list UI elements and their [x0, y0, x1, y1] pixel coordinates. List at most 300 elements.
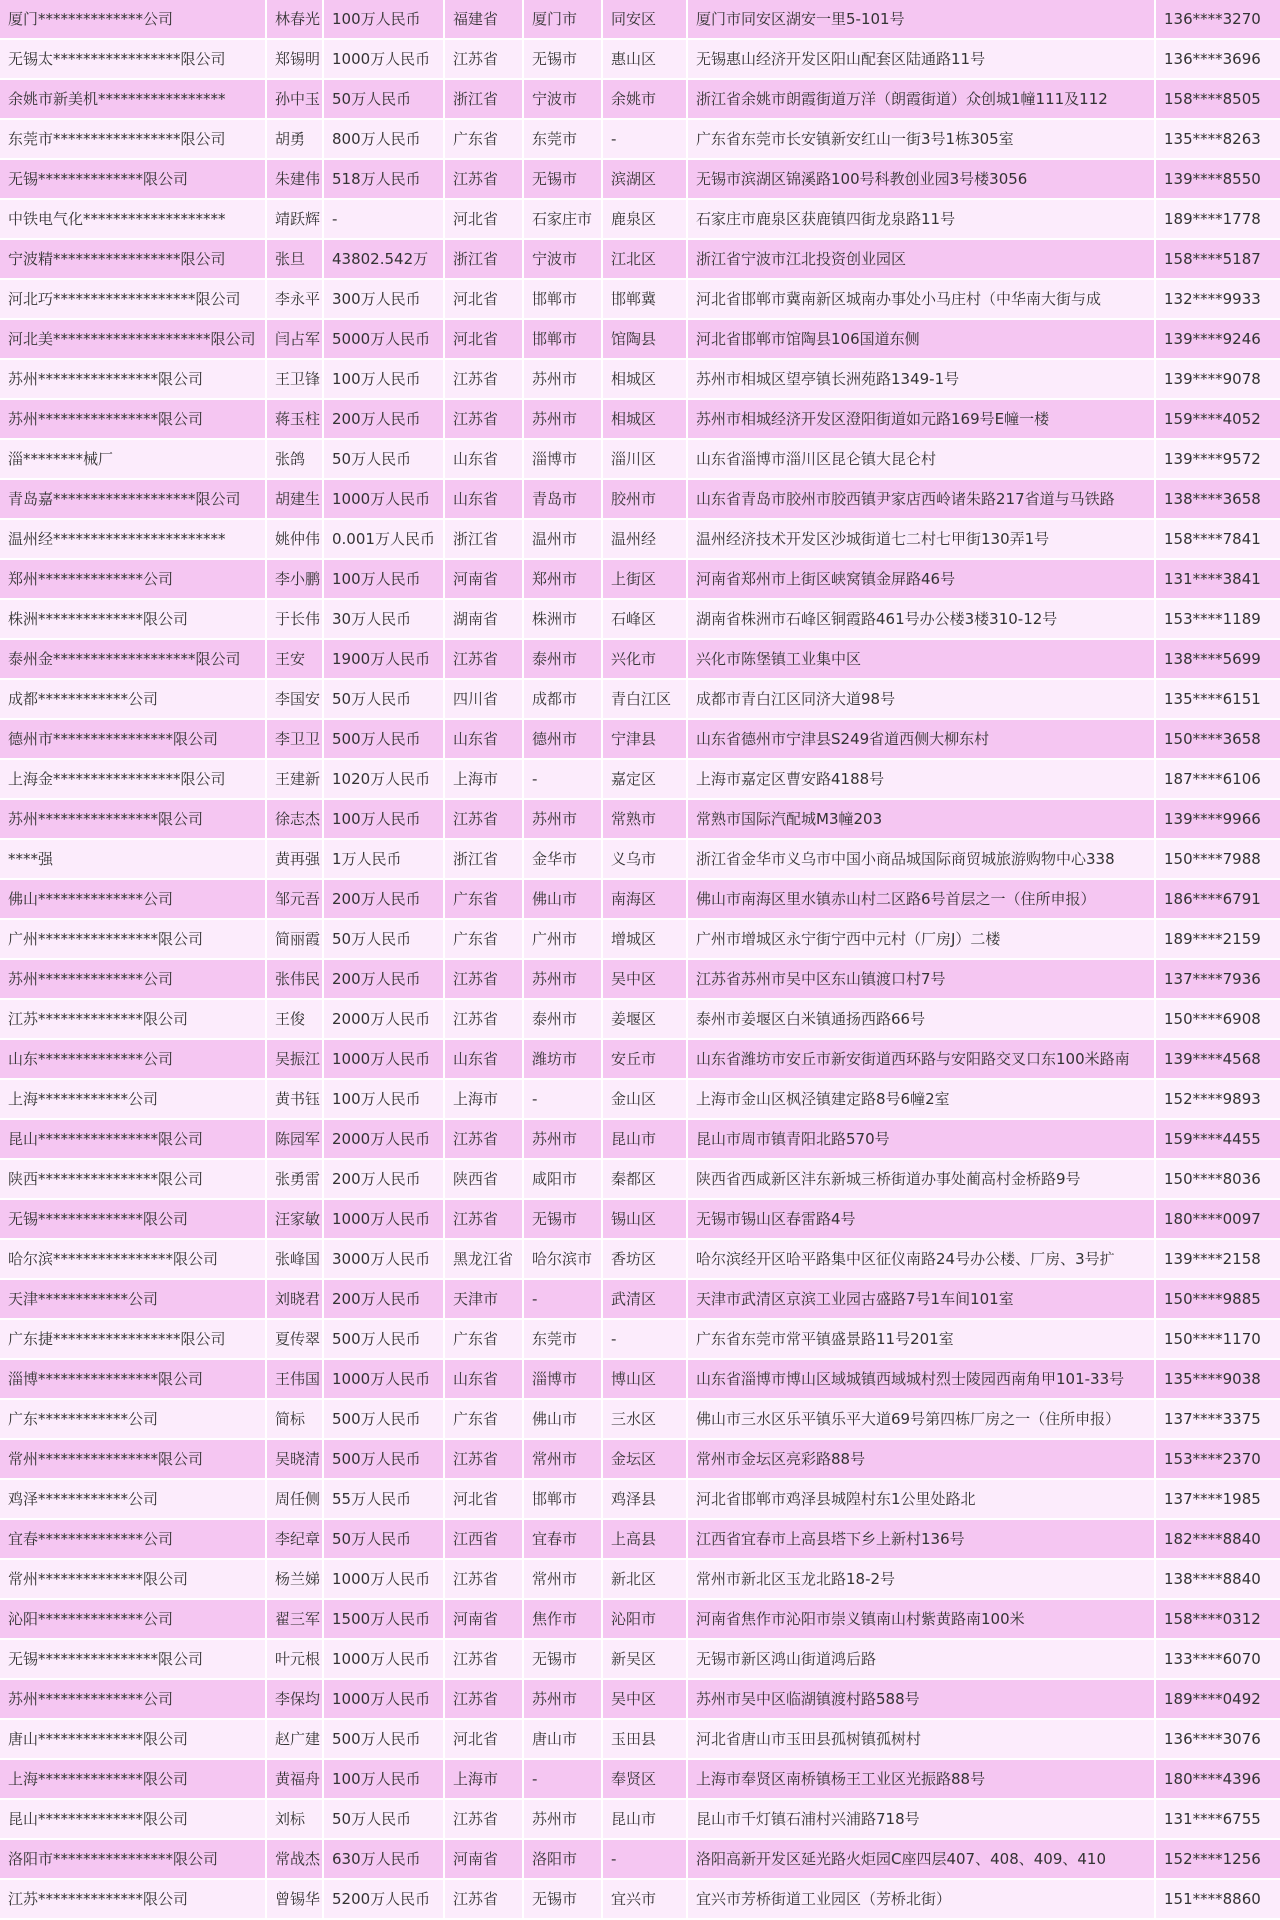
legal-representative-cell: 刘标 — [267, 1800, 324, 1840]
company-name-cell: 青岛嘉*******************限公司 — [0, 480, 267, 520]
registered-capital-cell: 1000万人民币 — [324, 1360, 445, 1400]
city-cell: 无锡市 — [524, 1880, 603, 1920]
table-row — [0, 1200, 1280, 1240]
legal-representative-cell: 王俊 — [267, 1000, 324, 1040]
city-cell: 潍坊市 — [524, 1040, 603, 1080]
address-cell: 湖南省株洲市石峰区铜霞路461号办公楼3楼310-12号 — [688, 600, 1156, 640]
table-row — [0, 1000, 1280, 1040]
registered-capital-cell: 1000万人民币 — [324, 1200, 445, 1240]
province-cell: 陕西省 — [445, 1160, 524, 1200]
company-name-cell: 东莞市*****************限公司 — [0, 120, 267, 160]
district-cell: 南海区 — [603, 880, 688, 920]
province-cell: 上海市 — [445, 760, 524, 800]
address-cell: 广东省东莞市长安镇新安红山一街3号1栋305室 — [688, 120, 1156, 160]
table-row — [0, 0, 1280, 40]
legal-representative-cell: 李国安 — [267, 680, 324, 720]
phone-cell: 159****4455 — [1156, 1120, 1280, 1160]
province-cell: 广东省 — [445, 1400, 524, 1440]
phone-cell: 133****6070 — [1156, 1640, 1280, 1680]
legal-representative-cell: 李小鹏 — [267, 560, 324, 600]
legal-representative-cell: 赵广建 — [267, 1720, 324, 1760]
registered-capital-cell: 200万人民币 — [324, 880, 445, 920]
table-row — [0, 1760, 1280, 1800]
registered-capital-cell: 500万人民币 — [324, 1320, 445, 1360]
city-cell: 苏州市 — [524, 400, 603, 440]
company-name-cell: 宁波精*****************限公司 — [0, 240, 267, 280]
table-row — [0, 840, 1280, 880]
city-cell: 苏州市 — [524, 800, 603, 840]
district-cell: 淄川区 — [603, 440, 688, 480]
registered-capital-cell: 50万人民币 — [324, 920, 445, 960]
legal-representative-cell: 王安 — [267, 640, 324, 680]
address-cell: 佛山市南海区里水镇赤山村二区路6号首层之一（住所申报） — [688, 880, 1156, 920]
province-cell: 广东省 — [445, 880, 524, 920]
phone-cell: 136****3076 — [1156, 1720, 1280, 1760]
table-row — [0, 400, 1280, 440]
city-cell: 德州市 — [524, 720, 603, 760]
district-cell: 上街区 — [603, 560, 688, 600]
table-row — [0, 640, 1280, 680]
company-name-cell: 苏州****************限公司 — [0, 360, 267, 400]
address-cell: 山东省潍坊市安丘市新安街道西环路与安阳路交叉口东100米路南 — [688, 1040, 1156, 1080]
address-cell: 昆山市周市镇青阳北路570号 — [688, 1120, 1156, 1160]
province-cell: 江苏省 — [445, 1120, 524, 1160]
phone-cell: 151****8860 — [1156, 1880, 1280, 1920]
table-row — [0, 1320, 1280, 1360]
legal-representative-cell: 王建新 — [267, 760, 324, 800]
province-cell: 江苏省 — [445, 1680, 524, 1720]
registered-capital-cell: 1000万人民币 — [324, 1640, 445, 1680]
province-cell: 浙江省 — [445, 80, 524, 120]
city-cell: 苏州市 — [524, 1680, 603, 1720]
province-cell: 江苏省 — [445, 1000, 524, 1040]
district-cell: 江北区 — [603, 240, 688, 280]
address-cell: 山东省青岛市胶州市胶西镇尹家店西岭诸朱路217省道与马铁路 — [688, 480, 1156, 520]
district-cell: 鹿泉区 — [603, 200, 688, 240]
province-cell: 江苏省 — [445, 1880, 524, 1920]
city-cell: 苏州市 — [524, 1120, 603, 1160]
district-cell: 吴中区 — [603, 1680, 688, 1720]
phone-cell: 158****5187 — [1156, 240, 1280, 280]
legal-representative-cell: 李卫卫 — [267, 720, 324, 760]
phone-cell: 150****6908 — [1156, 1000, 1280, 1040]
province-cell: 河北省 — [445, 1720, 524, 1760]
district-cell: 相城区 — [603, 400, 688, 440]
phone-cell: 187****6106 — [1156, 760, 1280, 800]
address-cell: 浙江省余姚市朗霞街道万洋（朗霞街道）众创城1幢111及112 — [688, 80, 1156, 120]
company-name-cell: 河北巧*******************限公司 — [0, 280, 267, 320]
table-row — [0, 1440, 1280, 1480]
table-row — [0, 1240, 1280, 1280]
company-name-cell: 淄博****************限公司 — [0, 1360, 267, 1400]
legal-representative-cell: 徐志杰 — [267, 800, 324, 840]
address-cell: 河南省焦作市沁阳市崇义镇南山村紫黄路南100米 — [688, 1600, 1156, 1640]
registered-capital-cell: 50万人民币 — [324, 440, 445, 480]
city-cell: 石家庄市 — [524, 200, 603, 240]
company-name-cell: 株洲**************限公司 — [0, 600, 267, 640]
table-row — [0, 40, 1280, 80]
city-cell: - — [524, 760, 603, 800]
company-name-cell: 厦门**************公司 — [0, 0, 267, 40]
legal-representative-cell: 简标 — [267, 1400, 324, 1440]
address-cell: 厦门市同安区湖安一里5-101号 — [688, 0, 1156, 40]
company-name-cell: 唐山**************限公司 — [0, 1720, 267, 1760]
company-name-cell: 鸡泽************公司 — [0, 1480, 267, 1520]
city-cell: 佛山市 — [524, 880, 603, 920]
registered-capital-cell: 50万人民币 — [324, 680, 445, 720]
legal-representative-cell: 张鸽 — [267, 440, 324, 480]
registered-capital-cell: 1020万人民币 — [324, 760, 445, 800]
city-cell: - — [524, 1280, 603, 1320]
district-cell: 鸡泽县 — [603, 1480, 688, 1520]
legal-representative-cell: 于长伟 — [267, 600, 324, 640]
registered-capital-cell: 300万人民币 — [324, 280, 445, 320]
phone-cell: 139****9572 — [1156, 440, 1280, 480]
table-row — [0, 560, 1280, 600]
address-cell: 常熟市国际汽配城M3幢203 — [688, 800, 1156, 840]
legal-representative-cell: 姚仲伟 — [267, 520, 324, 560]
phone-cell: 150****3658 — [1156, 720, 1280, 760]
address-cell: 江苏省苏州市吴中区东山镇渡口村7号 — [688, 960, 1156, 1000]
phone-cell: 180****4396 — [1156, 1760, 1280, 1800]
district-cell: 秦都区 — [603, 1160, 688, 1200]
district-cell: 香坊区 — [603, 1240, 688, 1280]
phone-cell: 158****8505 — [1156, 80, 1280, 120]
phone-cell: 150****1170 — [1156, 1320, 1280, 1360]
legal-representative-cell: 张伟民 — [267, 960, 324, 1000]
phone-cell: 138****5699 — [1156, 640, 1280, 680]
province-cell: 浙江省 — [445, 840, 524, 880]
city-cell: 成都市 — [524, 680, 603, 720]
phone-cell: 131****6755 — [1156, 1800, 1280, 1840]
province-cell: 河北省 — [445, 1480, 524, 1520]
district-cell: 上高县 — [603, 1520, 688, 1560]
company-name-cell: 无锡****************限公司 — [0, 1640, 267, 1680]
city-cell: - — [524, 1080, 603, 1120]
address-cell: 苏州市吴中区临湖镇渡村路588号 — [688, 1680, 1156, 1720]
address-cell: 常州市新北区玉龙北路18-2号 — [688, 1560, 1156, 1600]
city-cell: 焦作市 — [524, 1600, 603, 1640]
city-cell: 邯郸市 — [524, 280, 603, 320]
district-cell: 金山区 — [603, 1080, 688, 1120]
legal-representative-cell: 吴振江 — [267, 1040, 324, 1080]
address-cell: 山东省淄博市博山区域城镇西域城村烈士陵园西南角甲101-33号 — [688, 1360, 1156, 1400]
district-cell: 安丘市 — [603, 1040, 688, 1080]
legal-representative-cell: 朱建伟 — [267, 160, 324, 200]
address-cell: 佛山市三水区乐平镇乐平大道69号第四栋厂房之一（住所申报） — [688, 1400, 1156, 1440]
registered-capital-cell: 200万人民币 — [324, 960, 445, 1000]
company-name-cell: 山东**************公司 — [0, 1040, 267, 1080]
district-cell: 锡山区 — [603, 1200, 688, 1240]
district-cell: 常熟市 — [603, 800, 688, 840]
company-name-cell: 昆山****************限公司 — [0, 1120, 267, 1160]
district-cell: 金坛区 — [603, 1440, 688, 1480]
table-row — [0, 1360, 1280, 1400]
legal-representative-cell: 刘晓君 — [267, 1280, 324, 1320]
table-row — [0, 1040, 1280, 1080]
district-cell: 博山区 — [603, 1360, 688, 1400]
district-cell: 兴化市 — [603, 640, 688, 680]
address-cell: 河南省郑州市上街区峡窝镇金屏路46号 — [688, 560, 1156, 600]
registered-capital-cell: 100万人民币 — [324, 1080, 445, 1120]
registered-capital-cell: 43802.542万 — [324, 240, 445, 280]
table-row — [0, 1120, 1280, 1160]
legal-representative-cell: 杨兰娣 — [267, 1560, 324, 1600]
province-cell: 江苏省 — [445, 40, 524, 80]
phone-cell: 150****7988 — [1156, 840, 1280, 880]
district-cell: 馆陶县 — [603, 320, 688, 360]
phone-cell: 135****6151 — [1156, 680, 1280, 720]
province-cell: 浙江省 — [445, 240, 524, 280]
registered-capital-cell: 200万人民币 — [324, 1280, 445, 1320]
province-cell: 江苏省 — [445, 1440, 524, 1480]
company-name-cell: 洛阳市****************限公司 — [0, 1840, 267, 1880]
company-name-cell: 无锡**************限公司 — [0, 160, 267, 200]
legal-representative-cell: 翟三军 — [267, 1600, 324, 1640]
phone-cell: 158****0312 — [1156, 1600, 1280, 1640]
legal-representative-cell: 夏传翠 — [267, 1320, 324, 1360]
legal-representative-cell: 张旦 — [267, 240, 324, 280]
phone-cell: 137****3375 — [1156, 1400, 1280, 1440]
city-cell: 广州市 — [524, 920, 603, 960]
province-cell: 湖南省 — [445, 600, 524, 640]
phone-cell: 186****6791 — [1156, 880, 1280, 920]
province-cell: 江苏省 — [445, 960, 524, 1000]
phone-cell: 150****9885 — [1156, 1280, 1280, 1320]
address-cell: 浙江省金华市义乌市中国小商品城国际商贸城旅游购物中心338 — [688, 840, 1156, 880]
district-cell: 姜堰区 — [603, 1000, 688, 1040]
province-cell: 江苏省 — [445, 160, 524, 200]
phone-cell: 139****9246 — [1156, 320, 1280, 360]
legal-representative-cell: 黄福舟 — [267, 1760, 324, 1800]
table-row — [0, 800, 1280, 840]
phone-cell: 180****0097 — [1156, 1200, 1280, 1240]
address-cell: 浙江省宁波市江北投资创业园区 — [688, 240, 1156, 280]
registered-capital-cell: 30万人民币 — [324, 600, 445, 640]
registered-capital-cell: 50万人民币 — [324, 80, 445, 120]
city-cell: 株洲市 — [524, 600, 603, 640]
registered-capital-cell: 100万人民币 — [324, 800, 445, 840]
city-cell: 东莞市 — [524, 120, 603, 160]
registered-capital-cell: 200万人民币 — [324, 400, 445, 440]
city-cell: 宁波市 — [524, 240, 603, 280]
registered-capital-cell: 1000万人民币 — [324, 1680, 445, 1720]
phone-cell: 138****3658 — [1156, 480, 1280, 520]
phone-cell: 137****7936 — [1156, 960, 1280, 1000]
company-name-cell: 上海************公司 — [0, 1080, 267, 1120]
table-row — [0, 880, 1280, 920]
province-cell: 江苏省 — [445, 1560, 524, 1600]
table-row — [0, 80, 1280, 120]
district-cell: 惠山区 — [603, 40, 688, 80]
district-cell: 新吴区 — [603, 1640, 688, 1680]
registered-capital-cell: 1500万人民币 — [324, 1600, 445, 1640]
city-cell: 苏州市 — [524, 960, 603, 1000]
phone-cell: 139****2158 — [1156, 1240, 1280, 1280]
company-name-cell: 沁阳**************公司 — [0, 1600, 267, 1640]
address-cell: 苏州市相城区望亭镇长洲苑路1349-1号 — [688, 360, 1156, 400]
registered-capital-cell: 200万人民币 — [324, 1160, 445, 1200]
table-row — [0, 680, 1280, 720]
district-cell: 宜兴市 — [603, 1880, 688, 1920]
city-cell: 邯郸市 — [524, 1480, 603, 1520]
city-cell: 泰州市 — [524, 1000, 603, 1040]
address-cell: 温州经济技术开发区沙城街道七二村七甲街130弄1号 — [688, 520, 1156, 560]
company-name-cell: 中铁电气化******************* — [0, 200, 267, 240]
legal-representative-cell: 常战杰 — [267, 1840, 324, 1880]
address-cell: 常州市金坛区亮彩路88号 — [688, 1440, 1156, 1480]
city-cell: - — [524, 1760, 603, 1800]
province-cell: 江苏省 — [445, 640, 524, 680]
phone-cell: 135****9038 — [1156, 1360, 1280, 1400]
legal-representative-cell: 李保均 — [267, 1680, 324, 1720]
registered-capital-cell: 3000万人民币 — [324, 1240, 445, 1280]
address-cell: 洛阳高新开发区延光路火炬园C座四层407、408、409、410 — [688, 1840, 1156, 1880]
company-name-cell: 河北美*********************限公司 — [0, 320, 267, 360]
table-row — [0, 360, 1280, 400]
district-cell: 增城区 — [603, 920, 688, 960]
address-cell: 陕西省西咸新区沣东新城三桥街道办事处蔺高村金桥路9号 — [688, 1160, 1156, 1200]
company-name-cell: 苏州**************公司 — [0, 1680, 267, 1720]
table-row — [0, 1280, 1280, 1320]
legal-representative-cell: 邹元吾 — [267, 880, 324, 920]
address-cell: 无锡惠山经济开发区阳山配套区陆通路11号 — [688, 40, 1156, 80]
table-row — [0, 280, 1280, 320]
province-cell: 四川省 — [445, 680, 524, 720]
registered-capital-cell: 5000万人民币 — [324, 320, 445, 360]
city-cell: 无锡市 — [524, 1200, 603, 1240]
table-row — [0, 1520, 1280, 1560]
table-row — [0, 1560, 1280, 1600]
phone-cell: 182****8840 — [1156, 1520, 1280, 1560]
legal-representative-cell: 曾锡华 — [267, 1880, 324, 1920]
table-row — [0, 160, 1280, 200]
phone-cell: 137****1985 — [1156, 1480, 1280, 1520]
district-cell: 奉贤区 — [603, 1760, 688, 1800]
company-name-cell: 天津************公司 — [0, 1280, 267, 1320]
city-cell: 泰州市 — [524, 640, 603, 680]
registered-capital-cell: 630万人民币 — [324, 1840, 445, 1880]
district-cell: 滨湖区 — [603, 160, 688, 200]
legal-representative-cell: 叶元根 — [267, 1640, 324, 1680]
legal-representative-cell: 张勇雷 — [267, 1160, 324, 1200]
phone-cell: 136****3696 — [1156, 40, 1280, 80]
legal-representative-cell: 蒋玉柱 — [267, 400, 324, 440]
company-name-cell: 淄********械厂 — [0, 440, 267, 480]
legal-representative-cell: 李永平 — [267, 280, 324, 320]
city-cell: 金华市 — [524, 840, 603, 880]
registered-capital-cell: 2000万人民币 — [324, 1120, 445, 1160]
company-name-cell: 泰州金*******************限公司 — [0, 640, 267, 680]
city-cell: 无锡市 — [524, 40, 603, 80]
registered-capital-cell: 1000万人民币 — [324, 480, 445, 520]
district-cell: 沁阳市 — [603, 1600, 688, 1640]
address-cell: 苏州市相城经济开发区澄阳街道如元路169号E幢一楼 — [688, 400, 1156, 440]
table-row — [0, 760, 1280, 800]
city-cell: 宁波市 — [524, 80, 603, 120]
address-cell: 上海市金山区枫泾镇建定路8号6幢2室 — [688, 1080, 1156, 1120]
table-row — [0, 1080, 1280, 1120]
table-row — [0, 1480, 1280, 1520]
phone-cell: 131****3841 — [1156, 560, 1280, 600]
province-cell: 山东省 — [445, 1360, 524, 1400]
province-cell: 河北省 — [445, 200, 524, 240]
city-cell: 郑州市 — [524, 560, 603, 600]
table-row — [0, 200, 1280, 240]
city-cell: 无锡市 — [524, 160, 603, 200]
district-cell: 昆山市 — [603, 1800, 688, 1840]
phone-cell: 136****3270 — [1156, 0, 1280, 40]
district-cell: 玉田县 — [603, 1720, 688, 1760]
phone-cell: 139****9078 — [1156, 360, 1280, 400]
district-cell: 吴中区 — [603, 960, 688, 1000]
registered-capital-cell: 50万人民币 — [324, 1800, 445, 1840]
registered-capital-cell: 0.001万人民币 — [324, 520, 445, 560]
company-name-cell: 广东捷*****************限公司 — [0, 1320, 267, 1360]
legal-representative-cell: 周任侧 — [267, 1480, 324, 1520]
province-cell: 江苏省 — [445, 1640, 524, 1680]
phone-cell: 153****2370 — [1156, 1440, 1280, 1480]
address-cell: 江西省宜春市上高县塔下乡上新村136号 — [688, 1520, 1156, 1560]
legal-representative-cell: 黄再强 — [267, 840, 324, 880]
registered-capital-cell: 100万人民币 — [324, 560, 445, 600]
province-cell: 山东省 — [445, 1040, 524, 1080]
phone-cell: 159****4052 — [1156, 400, 1280, 440]
address-cell: 无锡市锡山区春雷路4号 — [688, 1200, 1156, 1240]
company-name-cell: 无锡太*****************限公司 — [0, 40, 267, 80]
city-cell: 哈尔滨市 — [524, 1240, 603, 1280]
company-name-cell: 苏州**************公司 — [0, 960, 267, 1000]
table-row — [0, 1680, 1280, 1720]
address-cell: 上海市奉贤区南桥镇杨王工业区光振路88号 — [688, 1760, 1156, 1800]
legal-representative-cell: 孙中玉 — [267, 80, 324, 120]
company-name-cell: 上海**************限公司 — [0, 1760, 267, 1800]
province-cell: 江苏省 — [445, 400, 524, 440]
province-cell: 黑龙江省 — [445, 1240, 524, 1280]
district-cell: 武清区 — [603, 1280, 688, 1320]
legal-representative-cell: 吴晓清 — [267, 1440, 324, 1480]
company-name-cell: 成都************公司 — [0, 680, 267, 720]
legal-representative-cell: 王伟国 — [267, 1360, 324, 1400]
registered-capital-cell: 1900万人民币 — [324, 640, 445, 680]
address-cell: 哈尔滨经开区哈平路集中区征仪南路24号办公楼、厂房、3号扩 — [688, 1240, 1156, 1280]
address-cell: 河北省邯郸市冀南新区城南办事处小马庄村（中华南大街与成 — [688, 280, 1156, 320]
district-cell: - — [603, 120, 688, 160]
province-cell: 广东省 — [445, 120, 524, 160]
table-row — [0, 480, 1280, 520]
phone-cell: 139****8550 — [1156, 160, 1280, 200]
city-cell: 厦门市 — [524, 0, 603, 40]
city-cell: 无锡市 — [524, 1640, 603, 1680]
registered-capital-cell: 1000万人民币 — [324, 40, 445, 80]
legal-representative-cell: 汪家敏 — [267, 1200, 324, 1240]
table-row — [0, 1800, 1280, 1840]
company-name-cell: 江苏**************限公司 — [0, 1880, 267, 1920]
legal-representative-cell: 陈园军 — [267, 1120, 324, 1160]
province-cell: 天津市 — [445, 1280, 524, 1320]
district-cell: 昆山市 — [603, 1120, 688, 1160]
district-cell: - — [603, 1840, 688, 1880]
legal-representative-cell: 闫占军 — [267, 320, 324, 360]
registered-capital-cell: 5200万人民币 — [324, 1880, 445, 1920]
company-name-cell: 江苏**************限公司 — [0, 1000, 267, 1040]
phone-cell: 132****9933 — [1156, 280, 1280, 320]
registered-capital-cell: 55万人民币 — [324, 1480, 445, 1520]
district-cell: 同安区 — [603, 0, 688, 40]
legal-representative-cell: 张峰国 — [267, 1240, 324, 1280]
registered-capital-cell: 518万人民币 — [324, 160, 445, 200]
table-row — [0, 920, 1280, 960]
